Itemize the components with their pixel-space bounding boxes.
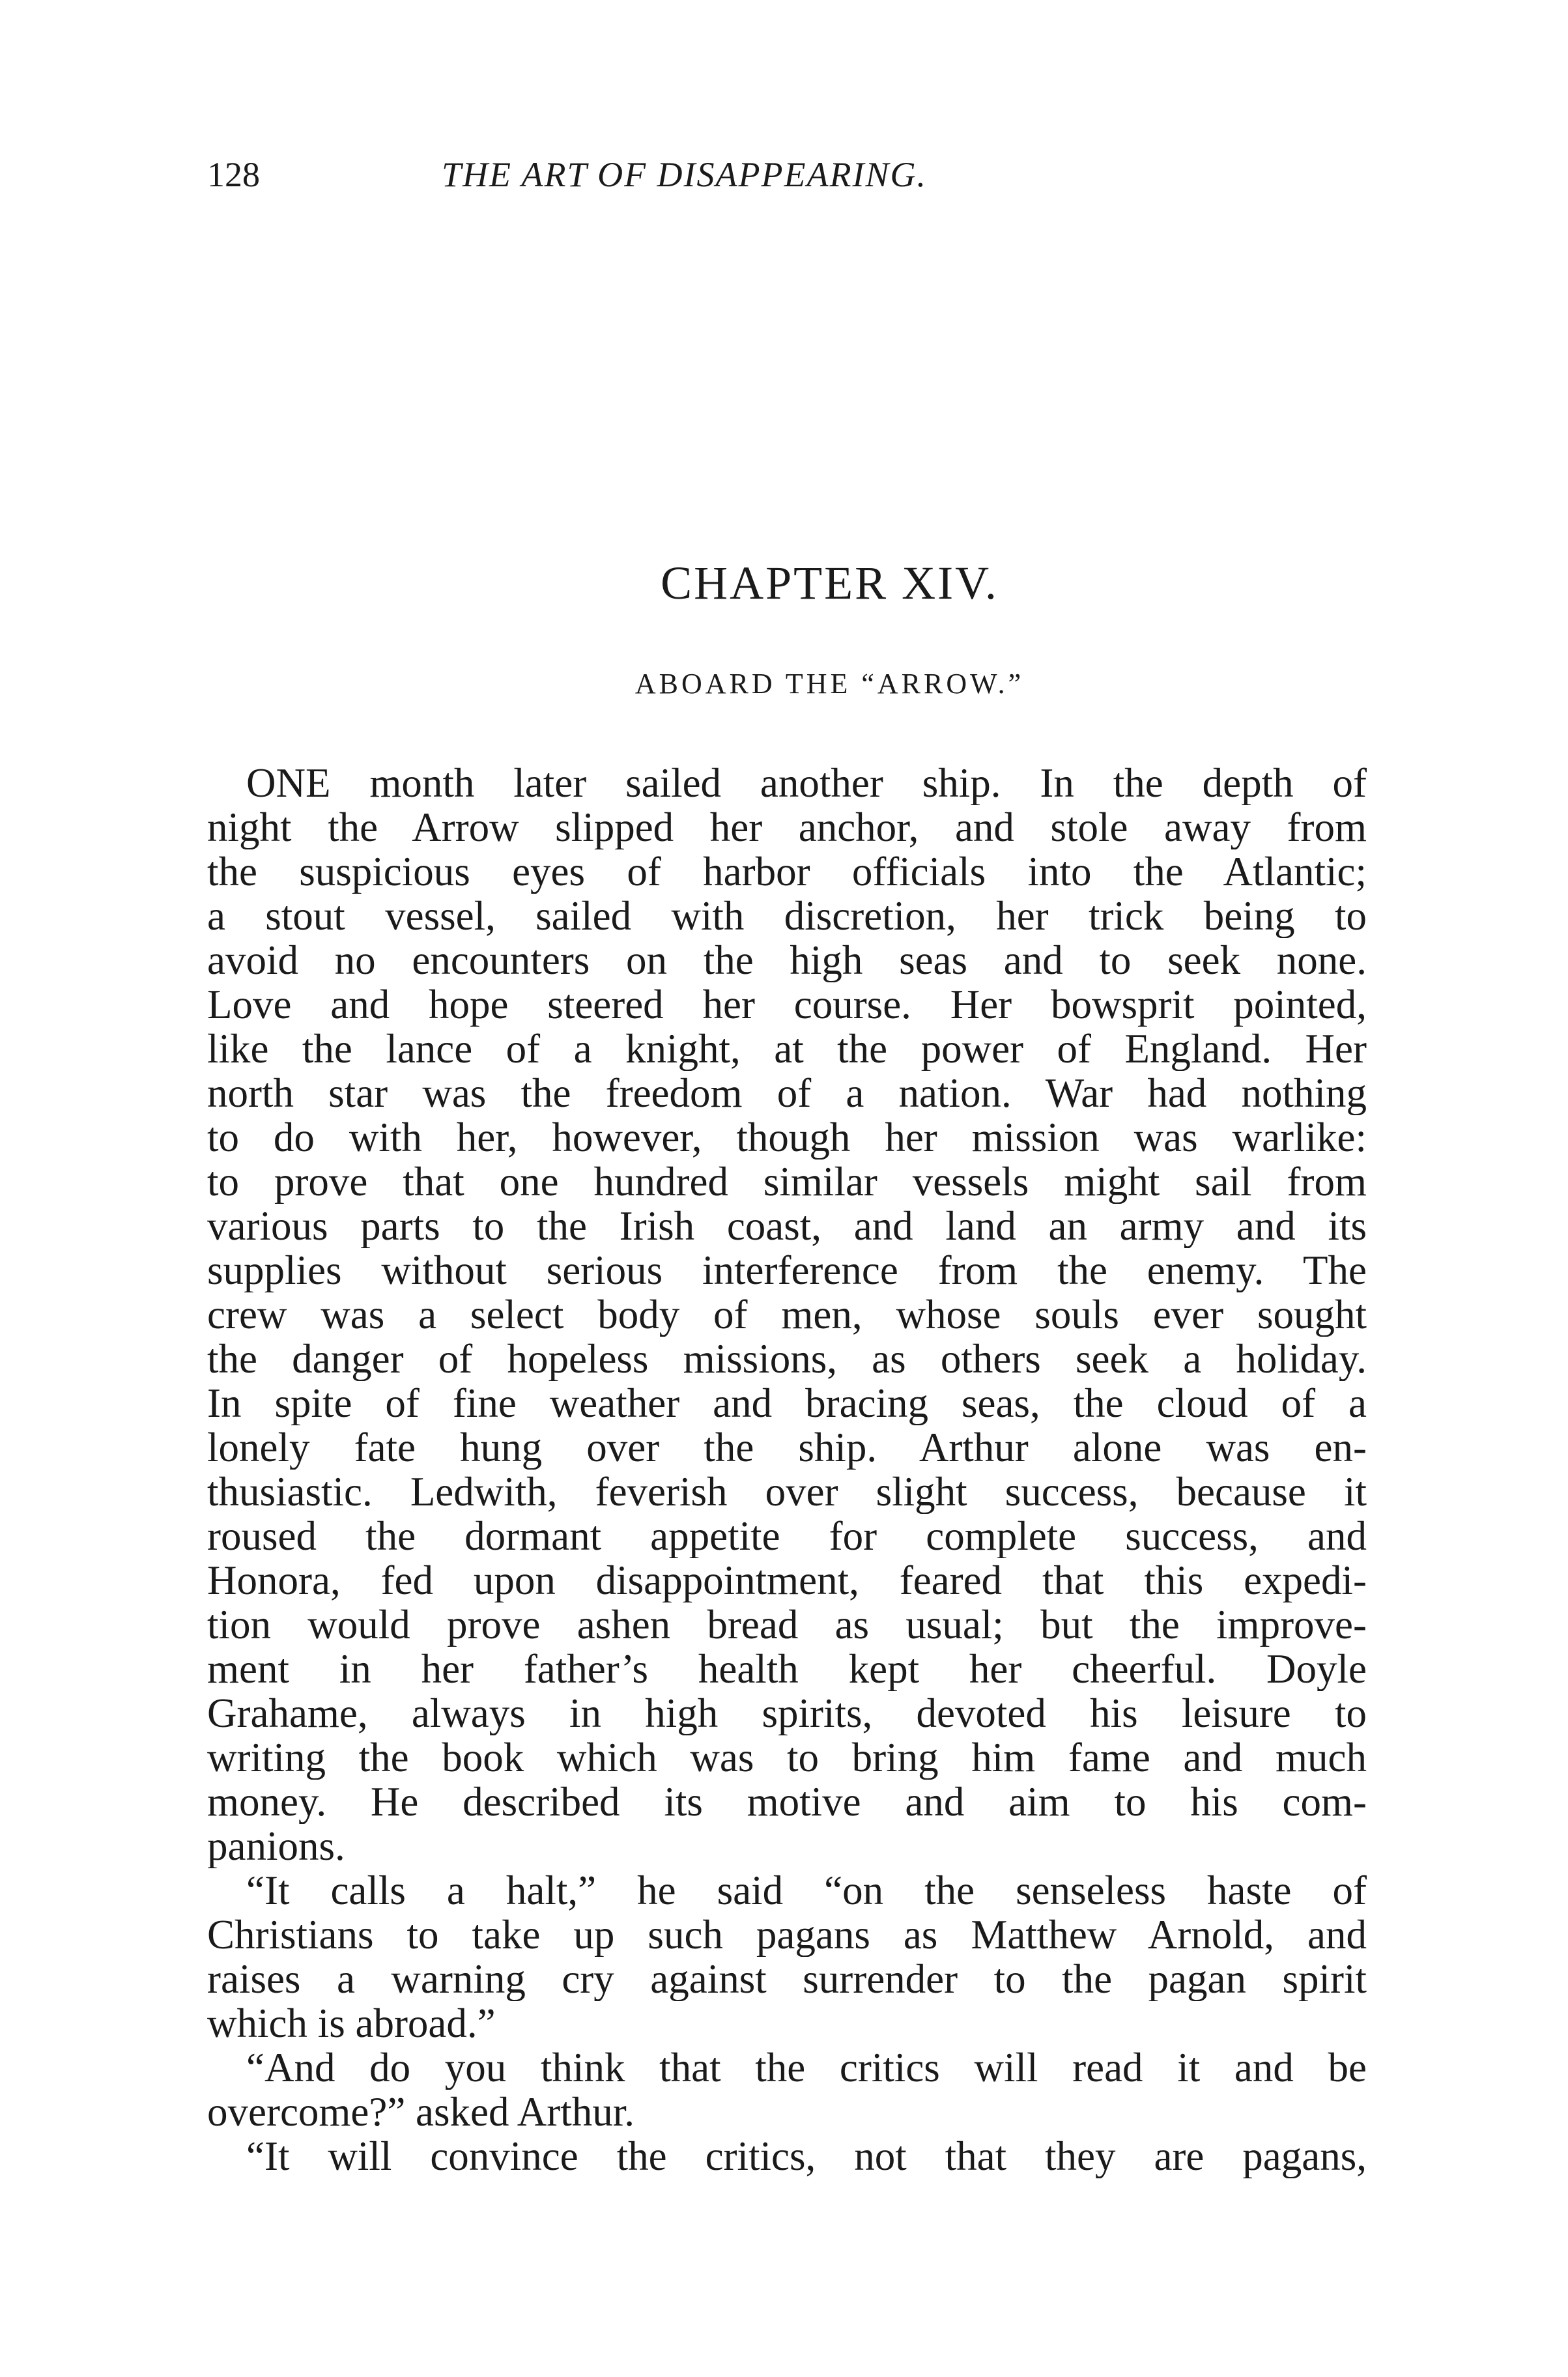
running-title: THE ART OF DISAPPEARING.	[442, 155, 927, 194]
chapter-subtitle: ABOARD THE “ARROW.”	[634, 668, 1025, 700]
text-line: money. He described its motive and aim to his com-	[207, 1780, 1367, 1824]
text-line: roused the dormant appetite for complete success, and	[207, 1514, 1367, 1558]
text-line: Grahame, always in high spirits, devoted his leisure to	[207, 1691, 1367, 1735]
text-line: the suspicious eyes of harbor officials into the Atlantic;	[207, 849, 1367, 894]
text-line: tion would prove ashen bread as usual; but the improve-	[207, 1602, 1367, 1647]
text-line: a stout vessel, sailed with discretion, her trick being to	[207, 894, 1367, 938]
chapter-heading: CHAPTER XIV.	[661, 557, 999, 609]
text-line: Love and hope steered her course. Her bowsprit pointed,	[207, 982, 1367, 1027]
text-line: “And do you think that the critics will read it and be	[246, 2045, 1367, 2090]
text-line: lonely fate hung over the ship. Arthur alone was en-	[207, 1425, 1367, 1470]
text-line: panions.	[207, 1824, 345, 1868]
text-line: ONE month later sailed another ship. In the depth of	[246, 761, 1367, 805]
text-line: crew was a select body of men, whose souls ever sought	[207, 1292, 1367, 1337]
text-line: ment in her father’s health kept her cheerful. Doyle	[207, 1647, 1367, 1691]
text-line: overcome?” asked Arthur.	[207, 2090, 634, 2134]
text-line: Honora, fed upon disappointment, feared that this expedi-	[207, 1558, 1367, 1602]
text-line: night the Arrow slipped her anchor, and stole away from	[207, 805, 1367, 849]
text-line: thusiastic. Ledwith, feverish over slight success, because it	[207, 1470, 1367, 1514]
text-line: which is abroad.”	[207, 2001, 496, 2045]
text-line: raises a warning cry against surrender to the pagan spirit	[207, 1957, 1367, 2001]
text-line: In spite of fine weather and bracing seas, the cloud of a	[207, 1381, 1367, 1425]
text-line: supplies without serious interference from the enemy. The	[207, 1248, 1367, 1292]
text-line: Christians to take up such pagans as Matthew Arnold, and	[207, 1913, 1367, 1957]
text-line: like the lance of a knight, at the power of England. Her	[207, 1027, 1367, 1071]
text-line: to prove that one hundred similar vessels might sail from	[207, 1160, 1367, 1204]
text-line: the danger of hopeless missions, as others seek a holiday.	[207, 1337, 1367, 1381]
text-line: north star was the freedom of a nation. War had nothing	[207, 1071, 1367, 1115]
text-line: “It calls a halt,” he said “on the senseless haste of	[246, 1868, 1367, 1913]
running-head	[207, 149, 1367, 201]
text-line: “It will convince the critics, not that they are pagans,	[246, 2134, 1367, 2178]
text-line: avoid no encounters on the high seas and to seek none.	[207, 938, 1367, 982]
body-text	[207, 761, 1367, 2178]
text-line: to do with her, however, though her mission was warlike:	[207, 1115, 1367, 1160]
text-line: writing the book which was to bring him fame and much	[207, 1735, 1367, 1780]
page-number: 128	[207, 155, 260, 194]
text-line: various parts to the Irish coast, and land an army and its	[207, 1204, 1367, 1248]
